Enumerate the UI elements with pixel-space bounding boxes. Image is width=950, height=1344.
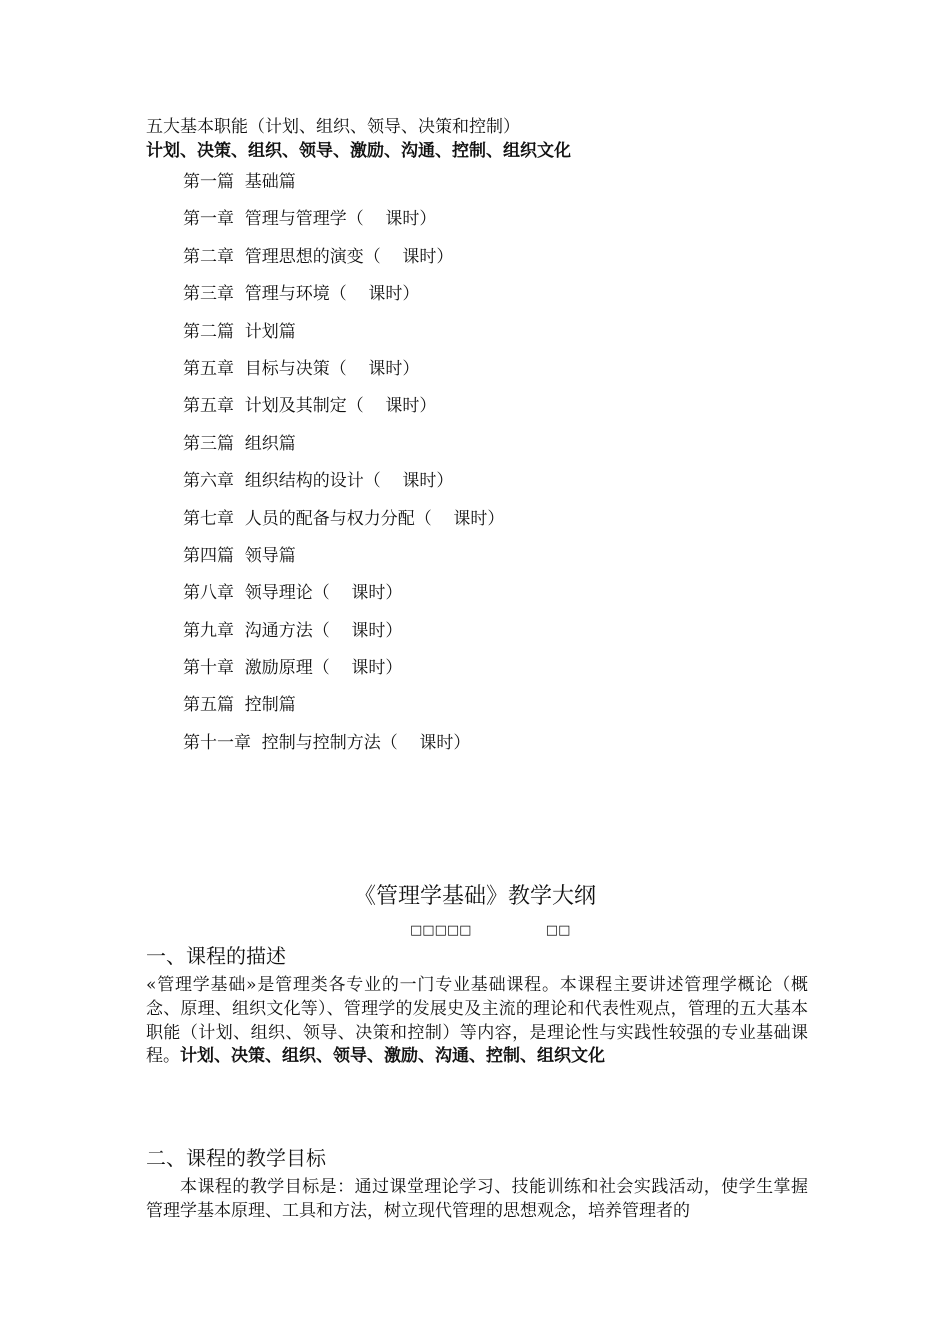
toc-part-5: 第五篇 控制篇 <box>183 695 296 716</box>
functions-line: 五大基本职能（计划、组织、领导、决策和控制） <box>146 117 520 137</box>
toc-part-2: 第二篇 计划篇 <box>183 321 296 342</box>
toc-chapter-11: 第十一章 控制与控制方法（ 课时） <box>183 732 471 753</box>
objectives-paragraph: 本课程的教学目标是：通过课堂理论学习、技能训练和社会实践活动，使学生掌握管理学基本原理、工具和方法，树立现代管理的思想观念，培养管理者的 <box>146 1177 808 1221</box>
toc-chapter-9: 第九章 沟通方法（ 课时） <box>183 620 403 641</box>
toc-chapter-6: 第六章 组织结构的设计（ 课时） <box>183 471 454 492</box>
description-text: «管理学基础»是管理类各专业的一门专业基础课程。本课程主要讲述管理学概论（概念、原理、组织文化等）、管理学的发展史及主流的理论和代表性观点，管理的五大基本职能（计划、组织、领导、决策和控制）等内容，是理论性与实践性较强的专业基础课程。 <box>146 975 808 1067</box>
document-title: 《管理学基础》教学大纲 <box>353 884 596 909</box>
toc-chapter-3: 第三章 管理与环境（ 课时） <box>183 284 420 305</box>
course-description-paragraph <box>146 974 808 1069</box>
table-of-contents <box>183 170 504 768</box>
description-keywords: 计划、决策、组织、领导、激励、沟通、控制、组织文化 <box>180 1046 605 1067</box>
toc-chapter-5a: 第五章 目标与决策（ 课时） <box>183 358 420 379</box>
toc-part-4: 第四篇 领导篇 <box>183 545 296 566</box>
toc-chapter-7: 第七章 人员的配备与权力分配（ 课时） <box>183 508 505 529</box>
toc-chapter-1: 第一章 管理与管理学（ 课时） <box>183 209 437 230</box>
garbled-subtitle: □□□□□ □□ <box>410 923 571 938</box>
toc-part-3: 第三篇 组织篇 <box>183 433 296 454</box>
section-heading-objectives: 二、课程的教学目标 <box>146 1146 326 1170</box>
toc-chapter-2: 第二章 管理思想的演变（ 课时） <box>183 246 454 267</box>
toc-chapter-8: 第八章 领导理论（ 课时） <box>183 583 403 604</box>
toc-chapter-10: 第十章 激励原理（ 课时） <box>183 658 403 679</box>
toc-chapter-5b: 第五章 计划及其制定（ 课时） <box>183 396 437 417</box>
section-heading-description: 一、课程的描述 <box>146 944 286 968</box>
toc-part-1: 第一篇 基础篇 <box>183 172 296 192</box>
keywords-line: 计划、决策、组织、领导、激励、沟通、控制、组织文化 <box>146 141 571 161</box>
